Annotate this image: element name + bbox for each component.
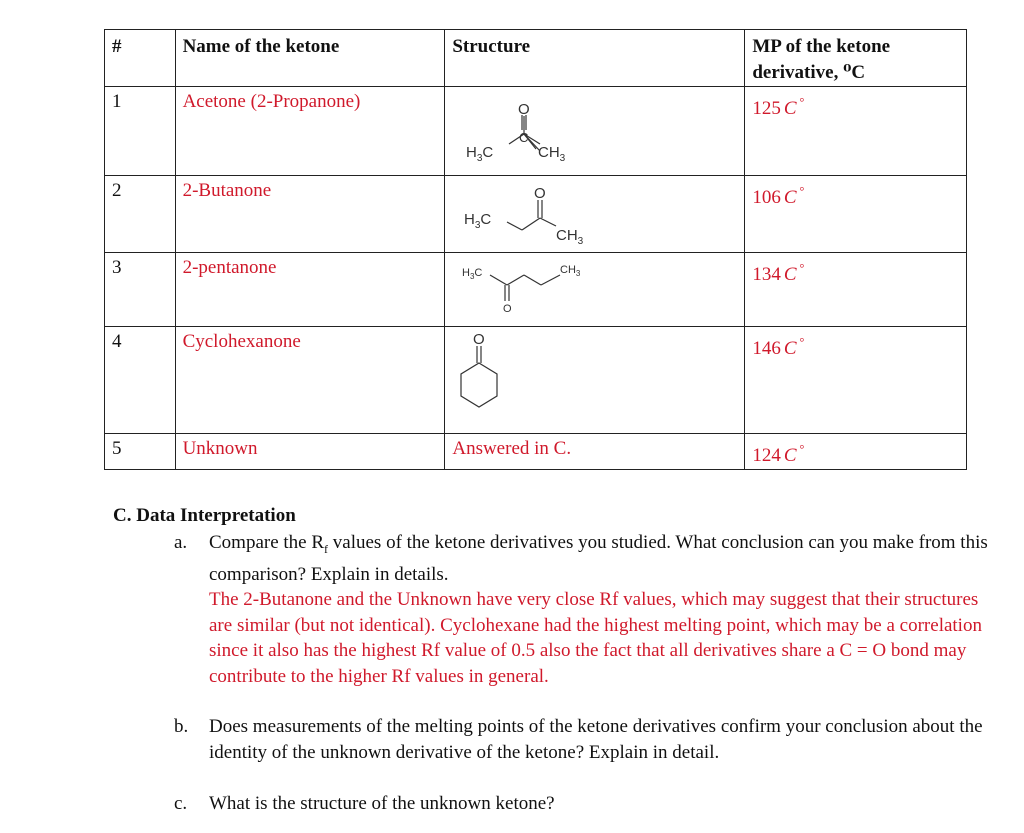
answer-text: The 2-Butanone and the Unknown have very close Rf values, which may suggest that their structures are similar (but not identical). Cyclohexane had the highest melting point, which may be a correlation since it also has the highest Rf value of 0.5 also the fact that all derivatives share a C = O bond may contribute to the higher Rf values in general. <box>209 589 982 687</box>
carbonyl-carbon-label: C <box>519 130 529 145</box>
table-row <box>105 434 967 470</box>
mp-value: 146 C ° <box>745 327 967 434</box>
oxygen-label: O <box>534 185 547 202</box>
header-name: Name of the ketone <box>175 30 445 87</box>
table-row <box>105 87 967 176</box>
question-label: a. <box>174 531 188 553</box>
methyl-right-label: $CH_3$ <box>538 144 566 164</box>
ketone-table <box>104 29 967 470</box>
pentanone-structure <box>445 253 745 327</box>
header-structure: Structure <box>445 30 745 87</box>
question-label: c. <box>174 793 188 815</box>
oxygen-label: O <box>473 331 486 348</box>
cyclohexanone-molecule <box>452 329 737 433</box>
question-b <box>113 714 993 765</box>
data-interpretation-section <box>113 503 993 817</box>
mp-value: 124 C ° <box>745 434 967 470</box>
oxygen-label: O <box>518 101 531 118</box>
butanone-structure <box>445 176 745 253</box>
row-num: 3 <box>105 253 176 327</box>
row-num: 2 <box>105 176 176 253</box>
row-num: 5 <box>105 434 176 470</box>
row-num: 1 <box>105 87 176 176</box>
methyl-left-label: $H_3C$ <box>462 267 483 281</box>
row-num: 4 <box>105 327 176 434</box>
mp-value: 106 C ° <box>745 176 967 253</box>
table-header-row <box>105 30 967 87</box>
mp-value: 134 C ° <box>745 253 967 327</box>
methyl-left-label: $H_3C$ <box>464 211 492 231</box>
methyl-right-label: $CH_3$ <box>560 264 581 278</box>
question-label: b. <box>174 716 189 738</box>
question-text: Does measurements of the melting points of the ketone derivatives confirm your conclusion about the identity of the unknown derivative of the ketone? Explain in detail. <box>209 716 983 763</box>
acetone-structure <box>445 87 745 176</box>
table-row <box>105 327 967 434</box>
oxygen-label: O <box>503 303 512 315</box>
ketone-name: Cyclohexanone <box>175 327 445 434</box>
pentanone-molecule <box>452 255 737 326</box>
structure-text: Answered in C. <box>445 434 745 470</box>
table-row <box>105 253 967 327</box>
ketone-name: 2-Butanone <box>175 176 445 253</box>
ketone-name: Unknown <box>175 434 445 470</box>
header-mp: MP of the ketone derivative, ⁰C <box>745 30 967 87</box>
methyl-left-label: $H_3C$ <box>466 144 494 164</box>
question-a <box>113 530 993 690</box>
header-num: # <box>105 30 176 87</box>
butanone-molecule <box>452 178 737 252</box>
ketone-name: 2-pentanone <box>175 253 445 327</box>
table-row <box>105 176 967 253</box>
acetone-molecule <box>452 89 737 175</box>
cyclohexanone-structure <box>445 327 745 434</box>
question-text: What is the structure of the unknown ketone? <box>209 793 555 815</box>
question-c <box>113 791 993 817</box>
question-text: Compare the $R_f$ values of the ketone derivatives you studied. What conclusion can you make from this comparison? Explain in details. <box>209 531 988 585</box>
mp-value: 125 C ° <box>745 87 967 176</box>
ketone-name: Acetone (2-Propanone) <box>175 87 445 176</box>
section-title: C. Data Interpretation <box>113 505 296 526</box>
methyl-right-label: $CH_3$ <box>556 227 584 247</box>
